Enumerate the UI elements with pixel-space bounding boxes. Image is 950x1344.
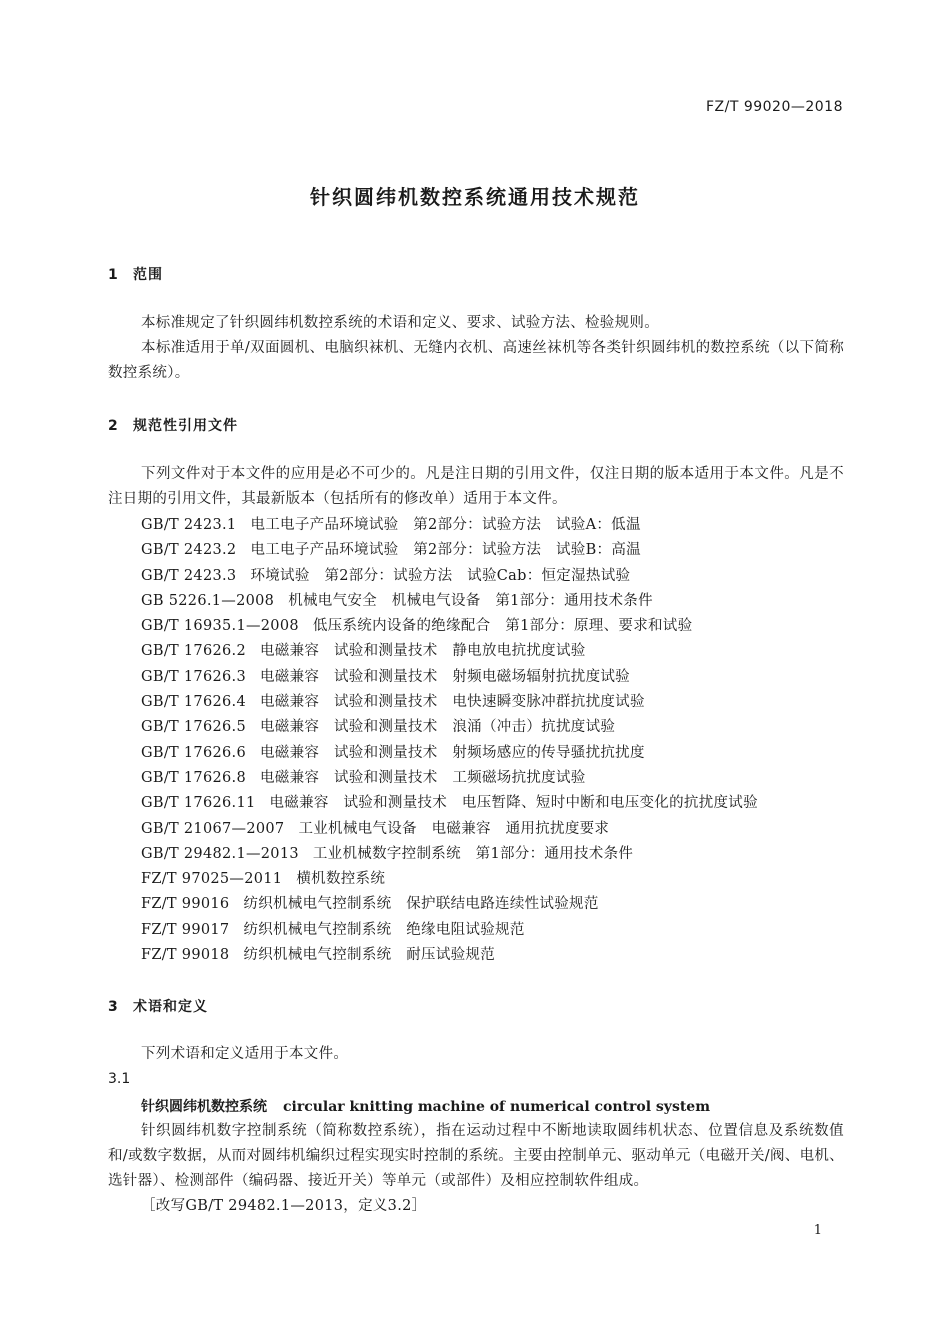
references-intro: 下列文件对于本文件的应用是必不可少的。凡是注日期的引用文件，仅注日期的版本适用于本文件。凡是不注日期的引用文件，其最新版本（包括所有的修改单）适用于本文件。 — [108, 466, 844, 507]
term-entry — [141, 1096, 710, 1116]
terms-intro: 下列术语和定义适用于本文件。 — [141, 1046, 349, 1062]
reference-code: GB/T 16935.1—2008 — [141, 618, 299, 635]
reference-item — [141, 715, 851, 740]
reference-title: 电磁兼容 试验和测量技术 电压暂降、短时中断和电压变化的抗扰度试验 — [269, 795, 758, 812]
reference-code: FZ/T 99016 — [141, 896, 230, 913]
reference-item — [141, 564, 851, 589]
reference-item — [141, 639, 851, 664]
reference-title: 横机数控系统 — [296, 871, 386, 888]
reference-title: 环境试验 第2部分：试验方法 试验Cab：恒定湿热试验 — [250, 567, 631, 584]
section-1-heading — [108, 264, 163, 284]
reference-item — [141, 817, 851, 842]
document-title: 针织圆纬机数控系统通用技术规范 — [310, 185, 640, 209]
term-definition: 针织圆纬机数字控制系统（简称数控系统），指在运动过程中不断地读取圆纬机状态、位置信息及系统数值和/或数字数据，从而对圆纬机编织过程实现实时控制的系统。主要由控制单元、驱动单元（电磁开关/阀、电机、选针器）、检测部件（编码器、接近开关）等单元（或部件）及相应控制软件组成。 — [108, 1123, 844, 1189]
reference-title: 电磁兼容 试验和测量技术 静电放电抗扰度试验 — [259, 643, 586, 660]
reference-code: GB/T 17626.3 — [141, 668, 246, 685]
reference-code: GB 5226.1—2008 — [141, 592, 275, 609]
reference-title: 纺织机械电气控制系统 耐压试验规范 — [243, 947, 496, 964]
reference-item — [141, 892, 851, 917]
reference-item — [141, 918, 851, 943]
reference-title: 电磁兼容 试验和测量技术 射频场感应的传导骚扰抗扰度 — [259, 744, 645, 761]
reference-code: GB/T 2423.1 — [141, 517, 237, 533]
reference-code: GB/T 17626.8 — [141, 769, 246, 786]
reference-code: FZ/T 97025—2011 — [141, 871, 283, 888]
standard-code: FZ/T 99020—2018 — [705, 99, 843, 115]
reference-item — [141, 741, 851, 766]
reference-code: GB/T 2423.3 — [141, 567, 237, 584]
reference-code: GB/T 29482.1—2013 — [141, 845, 299, 862]
reference-title: 电工电子产品环境试验 第2部分：试验方法 试验B：高温 — [250, 542, 641, 559]
reference-title: 电磁兼容 试验和测量技术 电快速瞬变脉冲群抗扰度试验 — [259, 694, 645, 711]
reference-title: 电磁兼容 试验和测量技术 工频磁场抗扰度试验 — [259, 769, 586, 786]
section-title: 范围 — [133, 267, 163, 283]
reference-title: 电磁兼容 试验和测量技术 射频电磁场辐射抗扰度试验 — [259, 668, 630, 685]
reference-item — [141, 589, 851, 614]
reference-title: 电工电子产品环境试验 第2部分：试验方法 试验A：低温 — [250, 517, 641, 533]
reference-title: 纺织机械电气控制系统 绝缘电阻试验规范 — [243, 921, 525, 938]
reference-item — [141, 766, 851, 791]
reference-title: 电磁兼容 试验和测量技术 浪涌（冲击）抗扰度试验 — [259, 719, 616, 736]
reference-item — [141, 513, 851, 538]
term-name-zh: 针织圆纬机数控系统 — [141, 1099, 267, 1115]
reference-code: GB/T 2423.2 — [141, 542, 237, 559]
reference-item — [141, 614, 851, 639]
reference-title: 低压系统内设备的绝缘配合 第1部分：原理、要求和试验 — [312, 618, 693, 635]
reference-item — [141, 867, 851, 892]
page-number: 1 — [813, 1223, 822, 1238]
clause-number: 3.1 — [108, 1071, 131, 1087]
reference-code: GB/T 17626.5 — [141, 719, 246, 736]
scope-paragraph-1: 本标准规定了针织圆纬机数控系统的术语和定义、要求、试验方法、检验规则。 — [141, 315, 659, 331]
reference-item — [141, 665, 851, 690]
section-number: 2 — [108, 418, 119, 434]
reference-code: GB/T 17626.6 — [141, 744, 246, 761]
reference-list — [141, 513, 851, 968]
reference-code: GB/T 17626.11 — [141, 795, 256, 812]
section-title: 规范性引用文件 — [133, 418, 238, 434]
reference-code: GB/T 17626.2 — [141, 643, 246, 660]
section-2-heading — [108, 415, 238, 435]
reference-item — [141, 943, 851, 968]
reference-code: GB/T 21067—2007 — [141, 820, 285, 837]
term-name-en: circular knitting machine of numerical control system — [283, 1099, 711, 1115]
section-3-heading — [108, 996, 208, 1016]
reference-title: 机械电气安全 机械电气设备 第1部分：通用技术条件 — [288, 592, 653, 609]
reference-item — [141, 538, 851, 563]
reference-title: 工业机械电气设备 电磁兼容 通用抗扰度要求 — [298, 820, 610, 837]
reference-code: GB/T 17626.4 — [141, 694, 246, 711]
reference-code: FZ/T 99017 — [141, 921, 230, 938]
scope-paragraph-2: 本标准适用于单/双面圆机、电脑织袜机、无缝内衣机、高速丝袜机等各类针织圆纬机的数控系统（以下简称数控系统）。 — [108, 340, 844, 381]
reference-item — [141, 791, 851, 816]
reference-title: 纺织机械电气控制系统 保护联结电路连续性试验规范 — [243, 896, 599, 913]
term-source-note: ［改写GB/T 29482.1—2013，定义3.2］ — [141, 1198, 427, 1214]
reference-title: 工业机械数字控制系统 第1部分：通用技术条件 — [312, 845, 634, 862]
reference-code: FZ/T 99018 — [141, 947, 230, 964]
reference-item — [141, 690, 851, 715]
section-number: 1 — [108, 267, 119, 283]
reference-item — [141, 842, 851, 867]
section-title: 术语和定义 — [133, 999, 208, 1015]
section-number: 3 — [108, 999, 119, 1015]
